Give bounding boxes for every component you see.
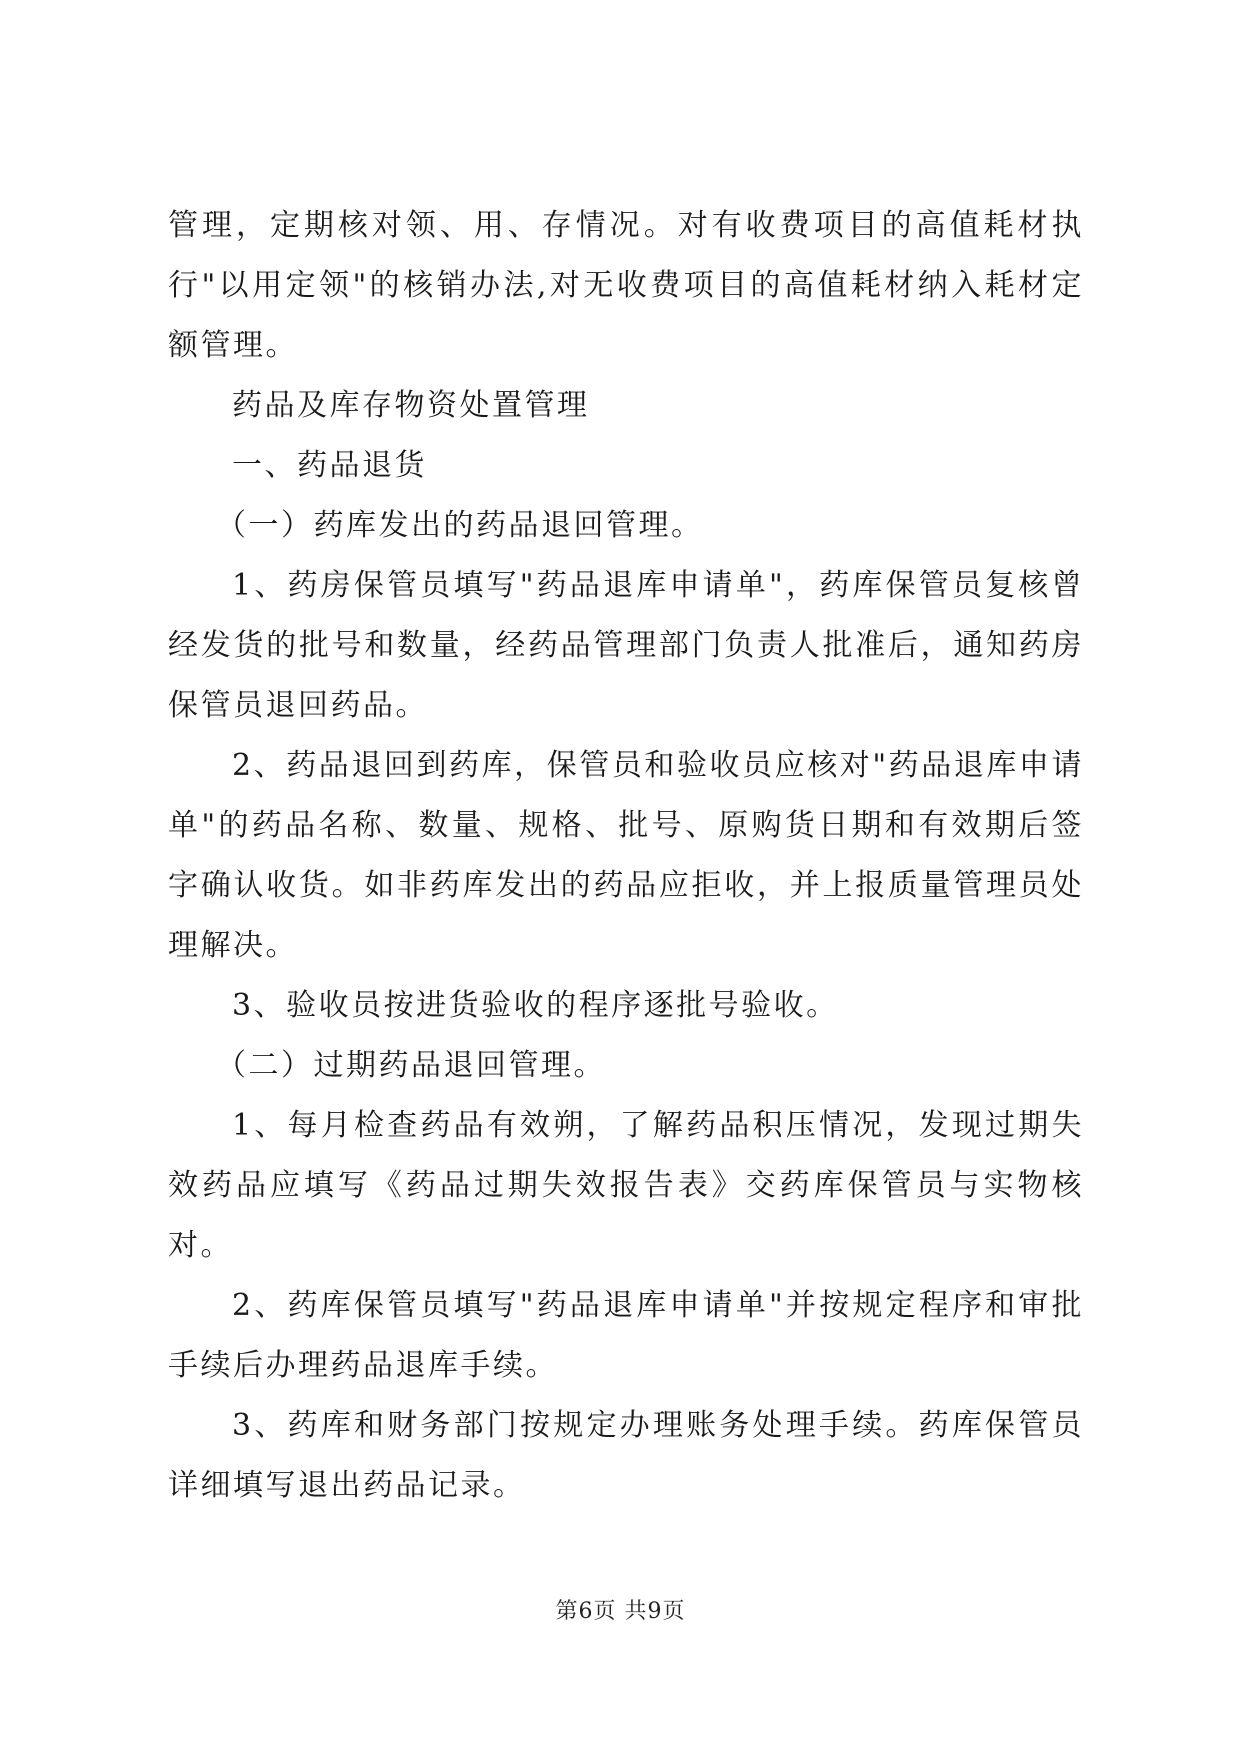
sub-heading-2: （二）过期药品退回管理。 bbox=[216, 1048, 606, 1083]
list-item: 3、药库和财务部门按规定办理账务处理手续。药库保管员详细填写退出药品记录。 bbox=[168, 1408, 1084, 1503]
document-body bbox=[168, 196, 1084, 1516]
page-number-footer: 第6页 共9页 bbox=[555, 1599, 686, 1624]
sub-heading-1: （一）药库发出的药品退回管理。 bbox=[216, 508, 704, 543]
list-item: 3、验收员按进货验收的程序逐批号验收。 bbox=[232, 988, 839, 1023]
list-item: 2、药库保管员填写"药品退库申请单"并按规定程序和审批手续后办理药品退库手续。 bbox=[168, 1288, 1084, 1383]
section-heading: 药品及库存物资处置管理 bbox=[232, 388, 590, 423]
list-item: 2、药品退回到药库，保管员和验收员应核对"药品退库申请单"的药品名称、数量、规格、批号、原购货日期和有效期后签字确认收货。如非药库发出的药品应拒收，并上报质量管理员处理解决。 bbox=[168, 748, 1084, 963]
subsection-heading: 一、药品退货 bbox=[232, 448, 427, 483]
paragraph-continuation: 管理，定期核对领、用、存情况。对有收费项目的高值耗材执行"以用定领"的核销办法,对无收费项目的高值耗材纳入耗材定额管理。 bbox=[168, 208, 1084, 363]
list-item: 1、药房保管员填写"药品退库申请单"，药库保管员复核曾经发货的批号和数量，经药品管理部门负责人批准后，通知药房保管员退回药品。 bbox=[168, 568, 1084, 723]
list-item: 1、每月检查药品有效朔，了解药品积压情况，发现过期失效药品应填写《药品过期失效报告表》交药库保管员与实物核对。 bbox=[168, 1108, 1084, 1263]
